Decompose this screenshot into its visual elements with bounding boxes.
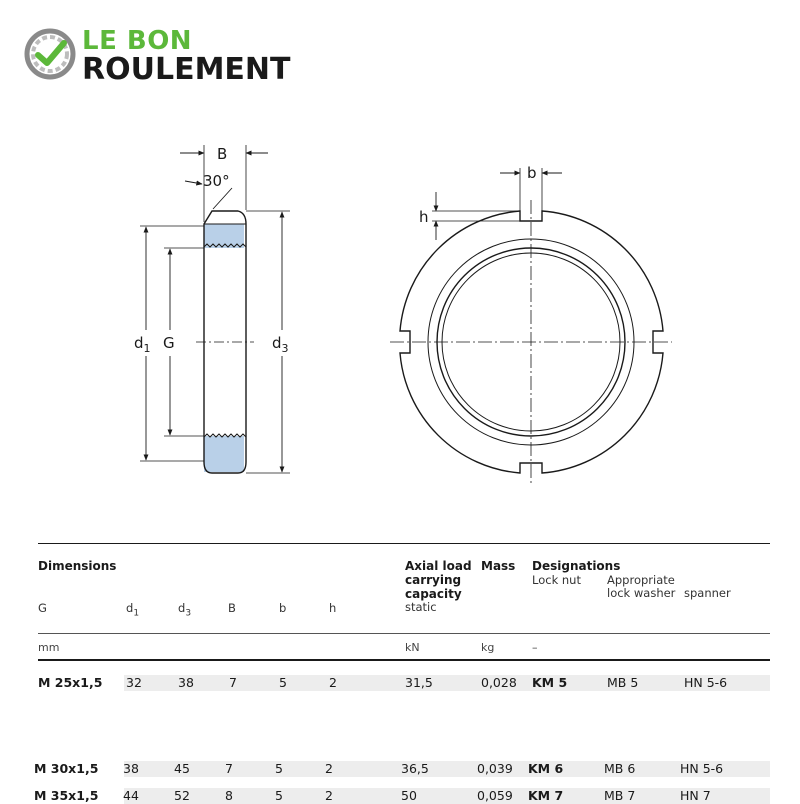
table-row bbox=[38, 675, 770, 691]
cell-d3: 38 bbox=[178, 675, 194, 690]
cell-h: 2 bbox=[325, 761, 333, 776]
cell-d3: 52 bbox=[174, 788, 190, 803]
side-view bbox=[134, 145, 290, 473]
cell-G: M 35x1,5 bbox=[34, 788, 99, 803]
cell-lock-nut: KM 7 bbox=[528, 788, 564, 803]
hdr-axial-2: carrying bbox=[405, 573, 462, 587]
brand-name-line1: LE BON bbox=[82, 26, 193, 56]
col-B: B bbox=[228, 601, 236, 615]
cell-load: 50 bbox=[401, 788, 417, 803]
col-h: h bbox=[329, 601, 337, 615]
cell-G: M 25x1,5 bbox=[38, 675, 103, 690]
cell-B: 7 bbox=[229, 675, 237, 690]
dim-label-b: b bbox=[527, 164, 537, 182]
dim-label-G: G bbox=[163, 334, 175, 352]
cell-washer: MB 7 bbox=[604, 788, 636, 803]
table-row bbox=[34, 788, 770, 804]
hdr-mass: Mass bbox=[481, 559, 516, 573]
cell-spanner: HN 7 bbox=[680, 788, 711, 803]
cell-B: 7 bbox=[225, 761, 233, 776]
table-top-rule bbox=[38, 543, 770, 544]
dim-label-d3: $d_3$ bbox=[272, 334, 289, 355]
cell-lock-nut: KM 5 bbox=[532, 675, 568, 690]
cell-mass: 0,059 bbox=[477, 788, 513, 803]
brand-logo bbox=[24, 26, 314, 86]
cell-load: 36,5 bbox=[401, 761, 429, 776]
thread-bottom bbox=[204, 436, 244, 472]
hdr-axial-1: Axial load bbox=[405, 559, 472, 573]
table-units-rule bbox=[38, 633, 770, 634]
hdr-spanner: spanner bbox=[684, 586, 731, 600]
cell-load: 31,5 bbox=[405, 675, 433, 690]
hdr-lock-nut: Lock nut bbox=[532, 573, 581, 587]
cell-spanner: HN 5-6 bbox=[684, 675, 728, 690]
front-view bbox=[390, 164, 672, 484]
cell-washer: MB 5 bbox=[607, 675, 639, 690]
hdr-axial-4: static bbox=[405, 600, 437, 614]
dim-label-angle: 30° bbox=[203, 172, 230, 190]
cell-G: M 30x1,5 bbox=[34, 761, 99, 776]
cell-d1: 44 bbox=[123, 788, 139, 803]
unit-mm: mm bbox=[38, 641, 60, 654]
cell-b: 5 bbox=[275, 761, 283, 776]
col-d1: $d_1$ bbox=[126, 601, 140, 619]
table-row bbox=[34, 761, 770, 777]
cell-d3: 45 bbox=[174, 761, 190, 776]
cell-b: 5 bbox=[275, 788, 283, 803]
dim-label-B: B bbox=[217, 145, 228, 163]
col-b: b bbox=[279, 601, 287, 615]
col-d3: $d_3$ bbox=[178, 601, 192, 619]
dim-label-d1: $d_1$ bbox=[134, 334, 151, 355]
lock-nut-drawing bbox=[0, 120, 800, 500]
hdr-washer-1: Appropriate bbox=[607, 573, 675, 587]
cell-mass: 0,028 bbox=[481, 675, 517, 690]
hdr-designations: Designations bbox=[532, 559, 621, 573]
cell-b: 5 bbox=[279, 675, 287, 690]
hdr-washer-2: lock washer bbox=[607, 586, 676, 600]
cell-mass: 0,039 bbox=[477, 761, 513, 776]
dim-label-h: h bbox=[419, 208, 429, 226]
cell-washer: MB 6 bbox=[604, 761, 636, 776]
cell-h: 2 bbox=[329, 675, 337, 690]
cell-B: 8 bbox=[225, 788, 233, 803]
cell-spanner: HN 5-6 bbox=[680, 761, 724, 776]
dimensions-table bbox=[34, 543, 770, 803]
cell-lock-nut: KM 6 bbox=[528, 761, 564, 776]
table-header-rule bbox=[38, 659, 770, 661]
hdr-dimensions: Dimensions bbox=[38, 559, 117, 573]
col-G: G bbox=[38, 601, 47, 615]
unit-kg: kg bbox=[481, 641, 495, 654]
unit-dash: – bbox=[532, 641, 538, 654]
hdr-axial-3: capacity bbox=[405, 587, 462, 601]
brand-name-line2: ROULEMENT bbox=[82, 52, 291, 87]
cell-d1: 38 bbox=[123, 761, 139, 776]
unit-kN: kN bbox=[405, 641, 420, 654]
bearing-check-icon bbox=[24, 28, 76, 80]
cell-d1: 32 bbox=[126, 675, 142, 690]
cell-h: 2 bbox=[325, 788, 333, 803]
